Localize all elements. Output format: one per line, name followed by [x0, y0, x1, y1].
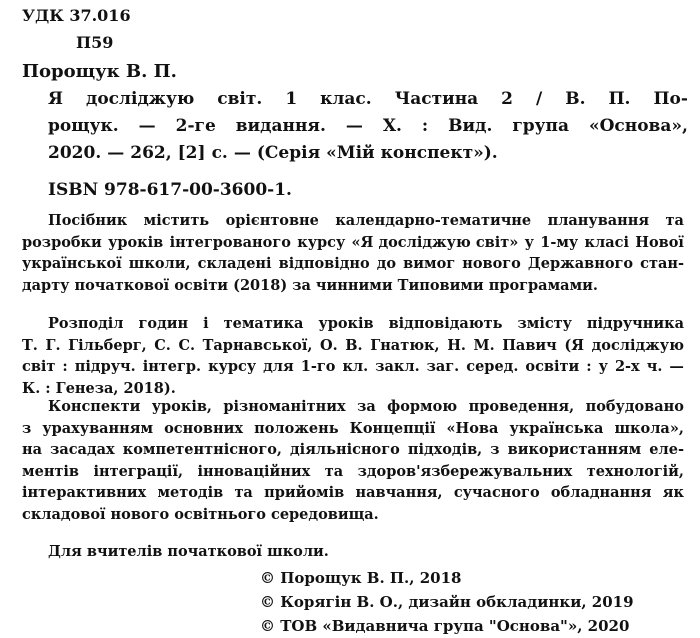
- paragraph-word: до: [376, 255, 397, 272]
- paragraph-line: [22, 461, 684, 483]
- paragraph-text: дарту початкової освіти (2018) за чинними Типовими програмами.: [22, 276, 598, 294]
- paragraph-word: 1-го: [300, 358, 336, 375]
- citation-word: с.: [211, 143, 228, 163]
- paragraph-line: [22, 504, 684, 526]
- citation-word: світ.: [217, 89, 263, 109]
- author-mark: П59: [76, 33, 114, 52]
- citation-word: Я: [48, 89, 63, 109]
- paragraph-word: заг.: [426, 358, 460, 375]
- annotation-paragraph-approach: [22, 396, 684, 525]
- paragraph-word: С.: [154, 336, 171, 354]
- paragraph-word: та: [665, 212, 684, 229]
- paragraph-word: досліджую: [591, 336, 684, 354]
- bibliographic-citation: [48, 86, 688, 167]
- paragraph-word: як: [662, 484, 684, 501]
- paragraph-word: та: [234, 484, 253, 501]
- citation-word: видання.: [235, 116, 326, 136]
- paragraph-word: стан-: [640, 255, 684, 272]
- paragraph-word: прийомів: [264, 484, 345, 501]
- paragraph-line: [22, 275, 684, 297]
- paragraph-word: складені: [197, 255, 272, 272]
- citation-word: клас.: [320, 89, 372, 109]
- paragraph-word: різноманітних: [223, 398, 346, 415]
- paragraph-line: [22, 335, 684, 357]
- citation-word: 2020.: [48, 143, 102, 163]
- citation-word: 2: [501, 89, 514, 109]
- paragraph-word: урахуванням: [42, 419, 154, 437]
- annotation-paragraph-contents: [22, 210, 684, 296]
- citation-word: 1: [285, 89, 298, 109]
- paragraph-word: годин: [138, 315, 189, 332]
- paragraph-word: уроків: [318, 315, 374, 332]
- paragraph-line: [22, 418, 684, 440]
- paragraph-word: Гільберг,: [68, 336, 147, 354]
- paragraph-word: Г.: [45, 336, 61, 354]
- paragraph-word: Гнатюк,: [370, 336, 440, 354]
- paragraph-word: у: [524, 233, 534, 251]
- copyright-line: © Порощук В. П., 2018: [260, 569, 462, 587]
- author-heading: Порощук В. П.: [22, 61, 177, 82]
- paragraph-word: положень: [254, 419, 339, 437]
- paragraph-word: Посібник: [48, 212, 128, 229]
- paragraph-word: ч.: [646, 358, 663, 375]
- paragraph-word: Конспекти: [48, 398, 141, 415]
- paragraph-word: інтегрованого: [169, 233, 291, 251]
- paragraph-word: на: [22, 441, 43, 458]
- paragraph-word: Концепції: [349, 419, 436, 437]
- paragraph-word: засадах: [50, 441, 115, 458]
- paragraph-word: 1-му: [540, 233, 579, 251]
- paragraph-word: відповідно: [278, 255, 370, 272]
- paragraph-word: С.: [178, 336, 196, 354]
- paragraph-word: у: [598, 358, 608, 375]
- paragraph-line: [22, 482, 684, 504]
- citation-word: :: [421, 116, 429, 136]
- paragraph-word: уроків: [108, 233, 164, 251]
- paragraph-word: підручника: [586, 315, 684, 332]
- citation-word: досліджую: [85, 89, 195, 109]
- paragraph-word: містить: [143, 212, 210, 229]
- paragraph-word: здоров'язбережувальних: [357, 462, 573, 480]
- citation-word: Частина: [394, 89, 479, 109]
- isbn-number: ISBN 978-617-00-3600-1.: [48, 180, 292, 200]
- paragraph-word: В.: [345, 336, 363, 354]
- paragraph-word: основних: [164, 419, 244, 437]
- citation-word: 2-ге: [175, 116, 216, 136]
- paragraph-word: освіти: [525, 358, 580, 375]
- paragraph-word: змісту: [517, 315, 572, 332]
- citation-word: В.: [565, 89, 586, 109]
- paragraph-word: технологій,: [586, 462, 684, 480]
- paragraph-word: побудовано: [585, 398, 684, 415]
- paragraph-line: [22, 232, 684, 254]
- citation-word: група: [512, 116, 569, 136]
- paragraph-word: формою: [387, 398, 458, 415]
- paragraph-word: інтегр.: [142, 358, 202, 375]
- paragraph-line: [22, 541, 684, 563]
- citation-word: —: [138, 116, 156, 136]
- paragraph-word: світ: [22, 358, 56, 375]
- citation-word: [2]: [177, 143, 206, 163]
- citation-word: —: [233, 143, 251, 163]
- copyright-line: © Корягін В. О., дизайн обкладинки, 2019: [260, 593, 634, 611]
- citation-word: По-: [653, 89, 688, 109]
- paragraph-text: К. : Генеза, 2018).: [22, 379, 176, 397]
- paragraph-word: курсу: [208, 358, 257, 375]
- citation-line: [48, 140, 688, 167]
- paragraph-text: складової нового освітнього середовища.: [22, 505, 379, 523]
- paragraph-word: і: [203, 315, 209, 332]
- paragraph-word: вимог: [403, 255, 456, 272]
- paragraph-word: обладнання: [550, 484, 652, 501]
- paragraph-word: за: [357, 398, 376, 415]
- citation-word: (Серія: [256, 143, 321, 163]
- paragraph-word: підруч.: [74, 358, 136, 375]
- paragraph-word: М.: [473, 336, 495, 354]
- paragraph-word: уроків,: [151, 398, 212, 415]
- paragraph-word: Павич: [502, 336, 557, 354]
- paragraph-word: календарно-тематичне: [335, 212, 532, 229]
- paragraph-word: :: [586, 358, 592, 375]
- citation-word: «Мій: [326, 143, 375, 163]
- citation-line: [48, 113, 688, 140]
- paragraph-word: діяльнісного: [290, 441, 400, 458]
- citation-word: Вид.: [448, 116, 493, 136]
- paragraph-word: Розподіл: [48, 315, 124, 332]
- citation-word: «Основа»,: [588, 116, 688, 136]
- paragraph-word: з: [22, 419, 32, 437]
- paragraph-word: курсу: [297, 233, 346, 251]
- paragraph-word: компетентнісного,: [122, 441, 282, 458]
- paragraph-line: [22, 313, 684, 335]
- paragraph-word: розробки: [22, 233, 102, 251]
- citation-word: —: [107, 143, 125, 163]
- annotation-audience: [22, 541, 684, 563]
- paragraph-word: «Я досліджую світ»: [351, 233, 519, 251]
- paragraph-line: [22, 439, 684, 461]
- paragraph-word: школи,: [128, 255, 191, 272]
- paragraph-line: [22, 253, 684, 275]
- audience-text: Для вчителів початкової школи.: [48, 543, 329, 560]
- paragraph-word: українська: [509, 419, 604, 437]
- annotation-paragraph-textbook: [22, 313, 684, 399]
- paragraph-word: еле-: [649, 441, 684, 458]
- citation-line: [48, 86, 688, 113]
- paragraph-word: 2-х: [614, 358, 640, 375]
- paragraph-word: методів: [157, 484, 224, 501]
- paragraph-word: з: [490, 441, 500, 458]
- paragraph-word: та: [324, 462, 344, 480]
- paragraph-word: кл.: [342, 358, 369, 375]
- paragraph-word: для: [263, 358, 294, 375]
- citation-word: /: [536, 89, 543, 109]
- paragraph-word: ментів: [22, 462, 80, 480]
- paragraph-word: української: [22, 255, 122, 272]
- paragraph-word: Нової: [635, 233, 684, 251]
- paragraph-word: підходів,: [407, 441, 483, 458]
- paragraph-word: інтерактивних: [22, 484, 147, 501]
- citation-word: П.: [608, 89, 631, 109]
- paragraph-word: :: [62, 358, 68, 375]
- paragraph-word: класі: [584, 233, 629, 251]
- copyright-block: [260, 566, 690, 638]
- paragraph-word: планування: [547, 212, 650, 229]
- paragraph-word: серед.: [466, 358, 519, 375]
- paragraph-word: Тарнавської,: [202, 336, 313, 354]
- paragraph-word: Т.: [22, 336, 38, 354]
- paragraph-word: використанням: [507, 441, 642, 458]
- paragraph-word: навчання,: [355, 484, 443, 501]
- paragraph-word: (Я: [564, 336, 585, 354]
- paragraph-word: орієнтовне: [225, 212, 319, 229]
- paragraph-word: Державного: [527, 255, 634, 272]
- citation-word: 262,: [130, 143, 172, 163]
- citation-word: рощук.: [48, 116, 119, 136]
- paragraph-word: —: [669, 358, 684, 375]
- copyright-line: © ТОВ «Видавнича група "Основа"», 2020: [260, 617, 630, 635]
- paragraph-line: [22, 356, 684, 378]
- paragraph-line: [22, 210, 684, 232]
- paragraph-word: О.: [320, 336, 338, 354]
- citation-word: —: [345, 116, 363, 136]
- paragraph-line: [22, 396, 684, 418]
- paragraph-word: Н.: [447, 336, 466, 354]
- citation-word: конспект»).: [380, 143, 498, 163]
- paragraph-word: сучасного: [453, 484, 540, 501]
- citation-word: Х.: [382, 116, 402, 136]
- paragraph-word: інтеграції,: [93, 462, 183, 480]
- paragraph-word: нового: [462, 255, 521, 272]
- paragraph-word: закл.: [375, 358, 420, 375]
- paragraph-word: школа»,: [614, 419, 684, 437]
- paragraph-word: відповідають: [388, 315, 503, 332]
- paragraph-word: інноваційних: [197, 462, 311, 480]
- paragraph-word: тематика: [223, 315, 304, 332]
- udk-code: УДК 37.016: [22, 6, 131, 25]
- paragraph-word: проведення,: [468, 398, 575, 415]
- paragraph-word: «Нова: [446, 419, 499, 437]
